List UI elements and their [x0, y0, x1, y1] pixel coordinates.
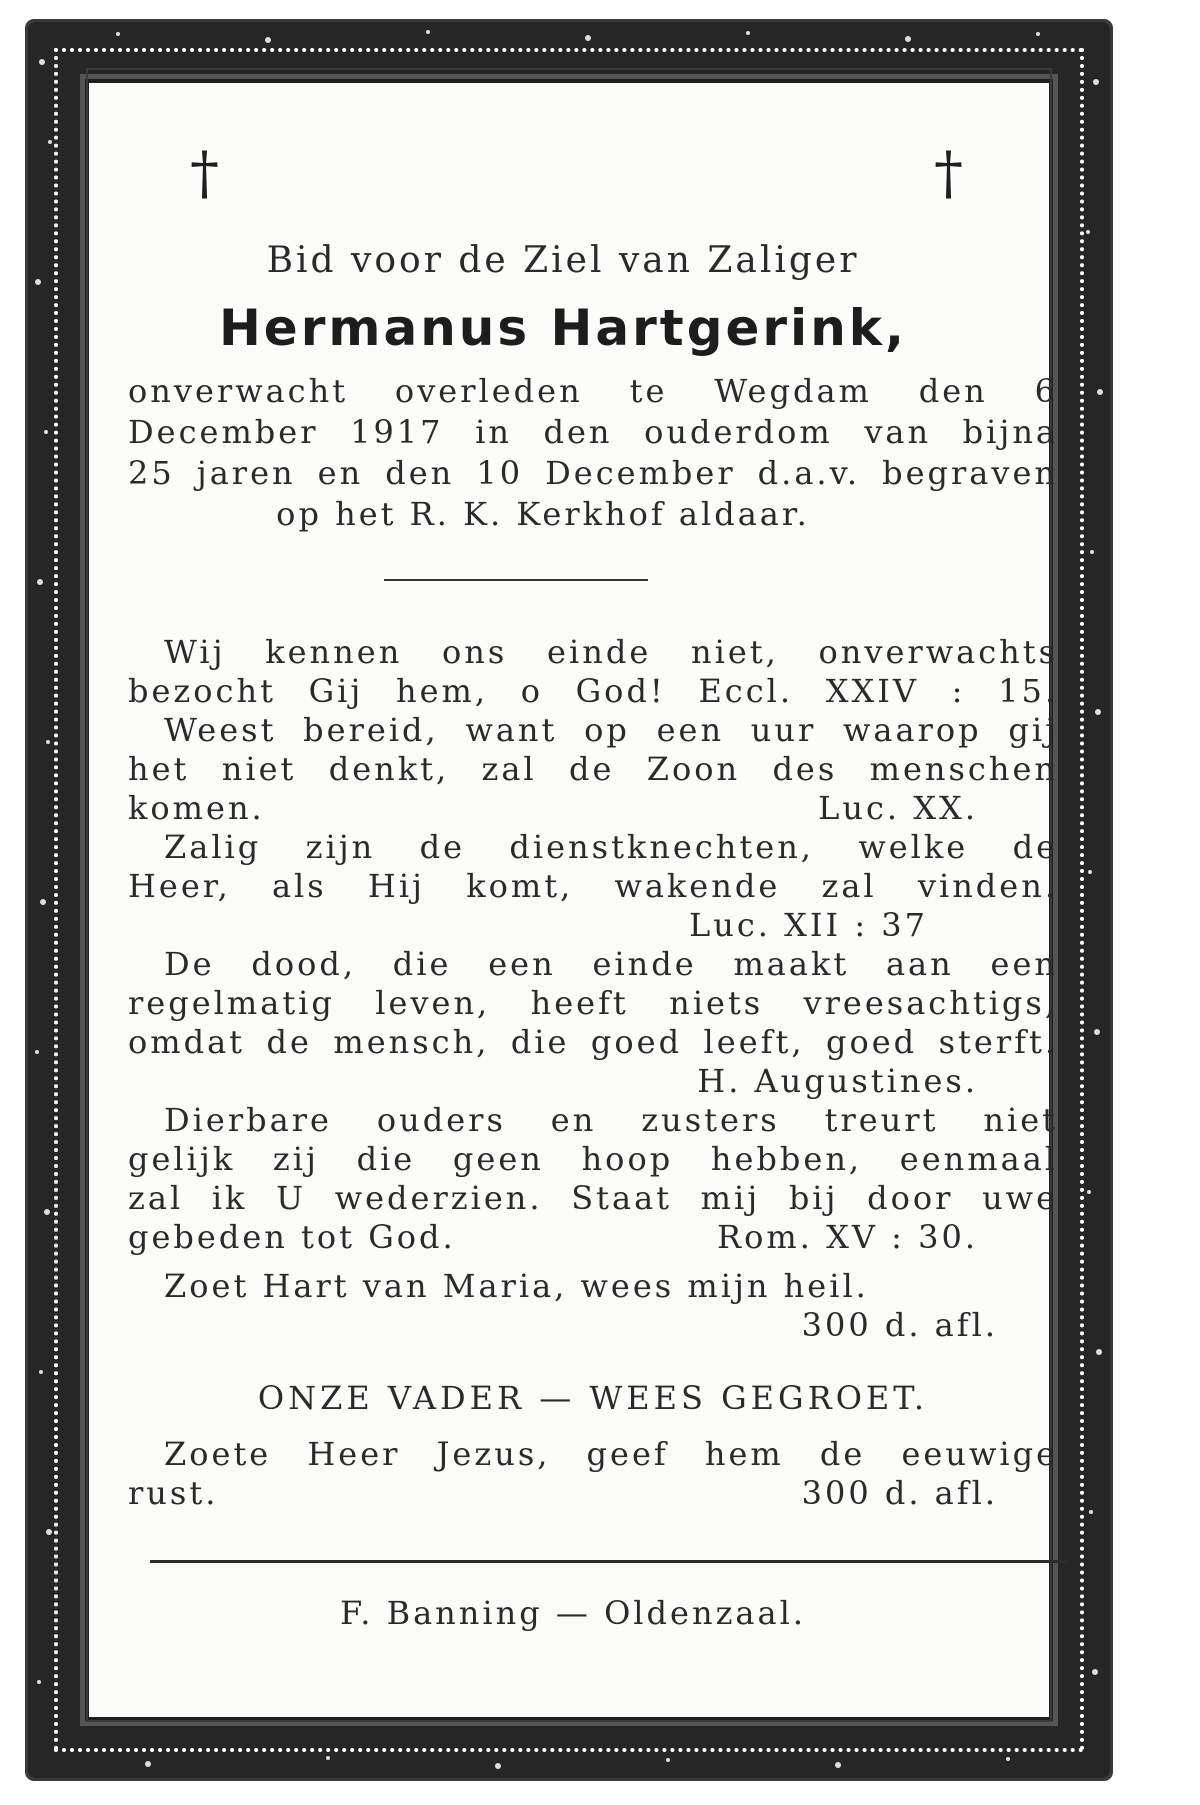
section-divider [384, 579, 648, 581]
verse-line: gelijk zij die geen hoop hebben, eenmaal [128, 1140, 1058, 1178]
verse-row [128, 789, 1058, 828]
verse-reference: H. Augustines. [697, 1062, 978, 1100]
verse-line: komen. [128, 789, 265, 827]
closing-line: rust. [128, 1474, 219, 1512]
indulgence-note: 300 d. afl. [801, 1474, 998, 1512]
verse-line: het niet denkt, zal de Zoon des menschen [128, 750, 1058, 788]
verse-line: Zalig zijn de dienstknechten, welke de [164, 828, 1058, 866]
verse-line: Weest bereid, want op een uur waarop gij [164, 711, 1058, 749]
verse-reference: Luc. XII : 37 [688, 906, 928, 944]
verse-reference: Rom. XV : 30. [717, 1218, 978, 1256]
verse-line: regelmatig leven, heeft niets vreesachtigs, [128, 984, 1058, 1022]
verse-line: gebeden tot God. [128, 1218, 456, 1256]
prayer-heading: ONZE VADER — WEES GEGROET. [257, 1379, 929, 1417]
indulgence-note: 300 d. afl. [801, 1306, 998, 1344]
prayer-request-heading: Bid voor de Ziel van Zaliger [266, 240, 860, 281]
closing-prayer [128, 1435, 1058, 1513]
verse-line: bezocht Gij hem, o God! Eccl. XXIV : 15. [128, 672, 1058, 710]
footer-divider [150, 1560, 1068, 1563]
printer-imprint: F. Banning — Oldenzaal. [340, 1594, 806, 1632]
verse-line: Dierbare ouders en zusters treurt niet [164, 1101, 1058, 1139]
death-notice-line: op het R. K. Kerkhof aldaar. [276, 495, 810, 533]
death-notice-line: December 1917 in den ouderdom van bijna [128, 413, 1058, 451]
verse-line: Heer, als Hij komt, wakende zal vinden. [128, 867, 1058, 905]
cross-icon-left: † [190, 139, 219, 207]
verse-line: omdat de mensch, die goed leeft, goed sterft. [128, 1023, 1058, 1061]
deceased-name: Hermanus Hartgerink, [218, 299, 908, 357]
verse-line: De dood, die een einde maakt aan een [164, 945, 1058, 983]
closing-line: Zoete Heer Jezus, geef hem de eeuwige [164, 1435, 1058, 1473]
death-notice [128, 371, 1058, 535]
scripture-verses [128, 633, 1058, 1345]
cross-icon-right: † [934, 139, 963, 207]
verse-reference: Luc. XX. [818, 789, 978, 827]
verse-line: zal ik U wederzien. Staat mij bij door uwe [128, 1179, 1058, 1217]
death-notice-line: 25 jaren en den 10 December d.a.v. begraven [128, 454, 1058, 492]
card-content [128, 100, 1058, 1513]
closing-row [128, 1474, 1058, 1513]
verse-line: Zoet Hart van Maria, wees mijn heil. [164, 1267, 869, 1305]
death-notice-line: onverwacht overleden te Wegdam den 6 [128, 372, 1058, 410]
cross-row [128, 100, 1058, 220]
verse-line: Wij kennen ons einde niet, onverwachts [164, 633, 1058, 671]
verse-row [128, 1218, 1058, 1257]
